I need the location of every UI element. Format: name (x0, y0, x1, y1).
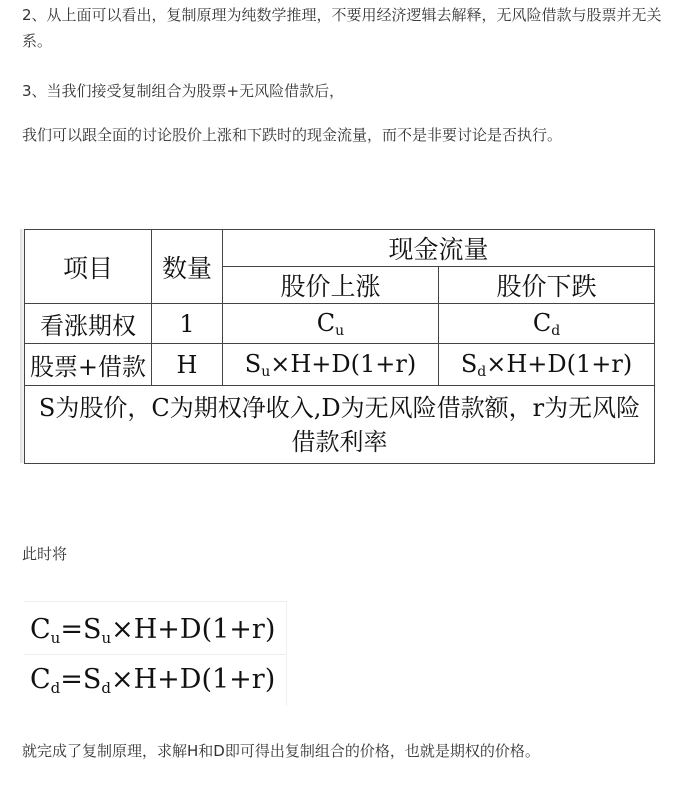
table-note: S为股价，C为期权净收入,D为无风险借款额，r为无风险借款利率 (25, 386, 655, 464)
cashflow-table (24, 229, 655, 464)
cell-up-value: $S_u\times H+D(1+r)$ (223, 344, 439, 386)
header-quantity: 数量 (152, 230, 223, 304)
paragraph-point-2: 2、从上面可以看出，复制原理为纯数学推理，不要用经济逻辑去解释，无风险借款与股票并无关系。 (22, 6, 662, 50)
paragraph-conclusion: 就完成了复制原理，求解H和D即可得出复制组合的价格，也就是期权的价格。 (22, 742, 540, 760)
paragraph-lead-in: 此时将 (22, 545, 68, 563)
row-quantity: 1 (152, 304, 223, 344)
table-row (25, 344, 655, 386)
image-edge-shadow (20, 229, 24, 463)
row-quantity: H (152, 344, 223, 386)
header-cashflow: 现金流量 (223, 230, 655, 267)
table-header-row (25, 230, 655, 267)
cell-up-value: $C_u$ (223, 304, 439, 344)
row-item-call-option: 看涨期权 (25, 304, 152, 344)
paragraph-point-3: 3、当我们接受复制组合为股票+无风险借款后， (22, 82, 345, 100)
cell-down-value: $C_d$ (439, 304, 655, 344)
cashflow-table-image (24, 229, 656, 463)
header-price-down: 股价下跌 (439, 267, 655, 304)
formula-up: $C_u=S_u\times H+D(1+r)$ (30, 614, 276, 647)
table-note-row (25, 386, 655, 464)
formula-image (24, 601, 287, 706)
row-item-stock-loan: 股票+借款 (25, 344, 152, 386)
table-row (25, 304, 655, 344)
paragraph-discussion: 我们可以跟全面的讨论股价上涨和下跌时的现金流量，而不是非要讨论是否执行。 (22, 126, 563, 144)
cell-down-value: $S_d\times H+D(1+r)$ (439, 344, 655, 386)
header-item: 项目 (25, 230, 152, 304)
header-price-up: 股价上涨 (223, 267, 439, 304)
formula-down: $C_d=S_d\times H+D(1+r)$ (30, 664, 276, 697)
